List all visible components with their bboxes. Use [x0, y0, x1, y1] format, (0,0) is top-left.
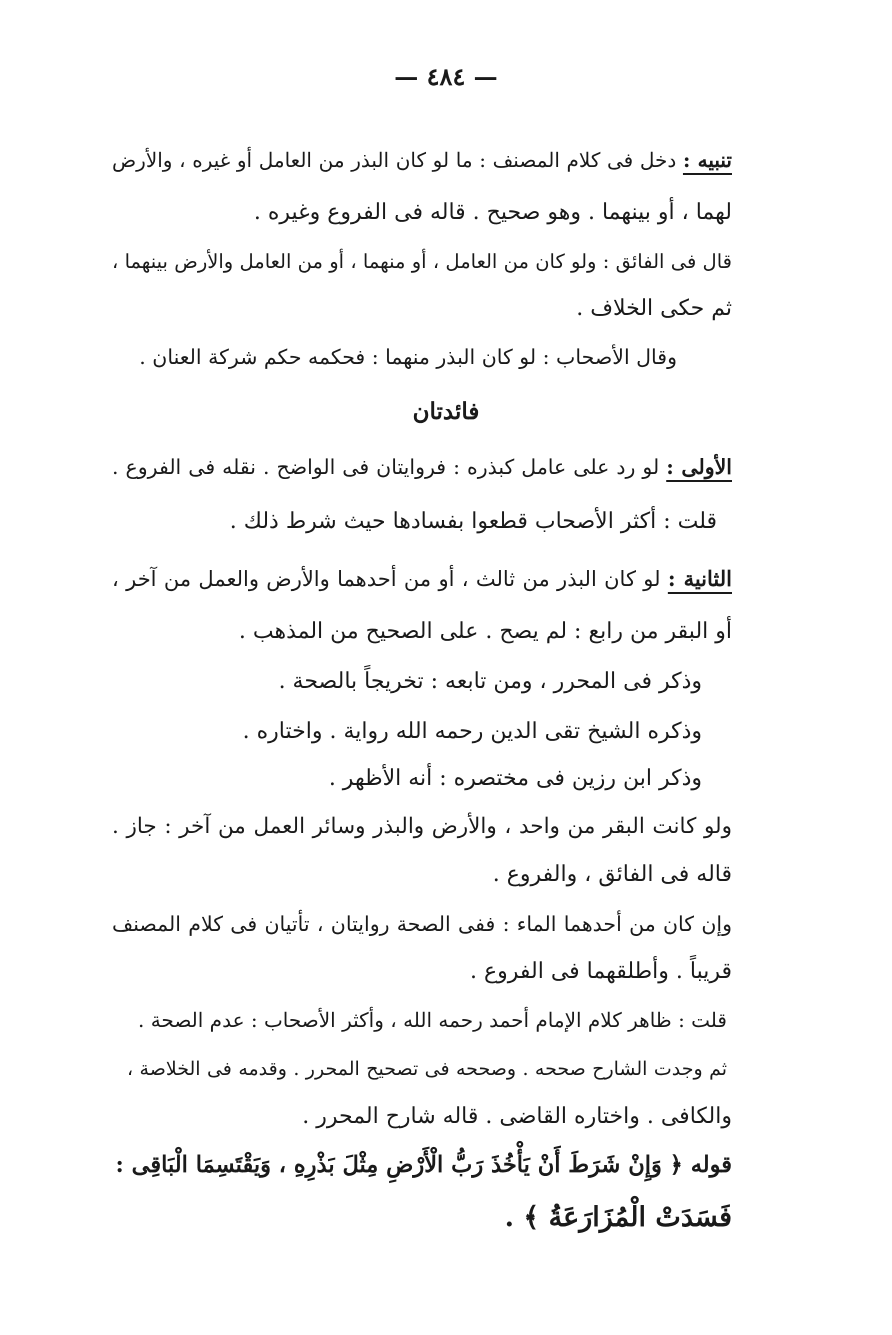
note-label: تنبيه : — [682, 148, 732, 172]
text-line — [112, 450, 732, 484]
line-text: لو رد على عامل كبذره : فروايتان فى الواضح . نقله فى الفروع . — [112, 455, 667, 479]
section-heading: فائدتان — [412, 398, 480, 425]
text-line — [112, 562, 732, 596]
text-line: قلت : ظاهر كلام الإمام أحمد رحمه الله ، وأكثر الأصحاب : عدم الصحة . — [137, 1008, 727, 1032]
text-line: قال فى الفائق : ولو كان من العامل ، أو منهما ، أو من العامل والأرض بينهما ، — [112, 250, 732, 273]
text-line: قريباً . وأطلقهما فى الفروع . — [470, 959, 732, 984]
text-line: والكافى . واختاره القاضى . قاله شارح المحرر . — [302, 1104, 732, 1129]
point-label: الأولى : — [666, 455, 732, 479]
line-text: لو كان البذر من ثالث ، أو من أحدهما والأرض والعمل من آخر ، — [112, 567, 668, 591]
text-line: وقال الأصحاب : لو كان البذر منهما : فحكمه حكم شركة العنان . — [139, 345, 677, 369]
text-line: قلت : أكثر الأصحاب قطعوا بفسادها حيث شرط ذلك . — [229, 509, 717, 534]
line-text: دخل فى كلام المصنف : ما لو كان البذر من العامل أو غيره ، والأرض — [112, 148, 683, 172]
text-line: وذكر فى المحرر ، ومن تابعه : تخريجاً بالصحة . — [278, 669, 702, 694]
page-number: — ٤٨٤ — — [394, 62, 498, 91]
point-label: الثانية : — [667, 566, 732, 591]
text-line: ثم وجدت الشارح صححه . وصححه فى تصحيح المحرر . وقدمه فى الخلاصة ، — [127, 1058, 727, 1080]
text-line: ولو كانت البقر من واحد ، والأرض والبذر وسائر العمل من آخر : جاز . — [112, 814, 732, 839]
text-line: قاله فى الفائق ، والفروع . — [492, 862, 732, 887]
text-line: أو البقر من رابع : لم يصح . على الصحيح من المذهب . — [238, 619, 732, 644]
text-line: وإن كان من أحدهما الماء : ففى الصحة روايتان ، تأتيان فى كلام المصنف — [112, 912, 732, 936]
quoted-text-line-2: فَسَدَتْ الْمُزَارَعَةُ ﴾ . — [504, 1202, 732, 1233]
text-line — [112, 143, 732, 177]
text-line: ثم حكى الخلاف . — [576, 296, 732, 321]
text-line: وذكره الشيخ تقى الدين رحمه الله رواية . واختاره . — [242, 719, 702, 744]
text-line: وذكر ابن رزين فى مختصره : أنه الأظهر . — [328, 766, 702, 791]
quoted-text-line-1: قوله ﴿ وَإِنْ شَرَطَ أَنْ يَأْخُذَ رَبُّ الْأَرْضِ مِثْلَ بَذْرِهِ ، وَيَقْتَسِمَا الْبَاقِى : — [115, 1152, 732, 1178]
text-line: لهما ، أو بينهما . وهو صحيح . قاله فى الفروع وغيره . — [253, 200, 732, 225]
